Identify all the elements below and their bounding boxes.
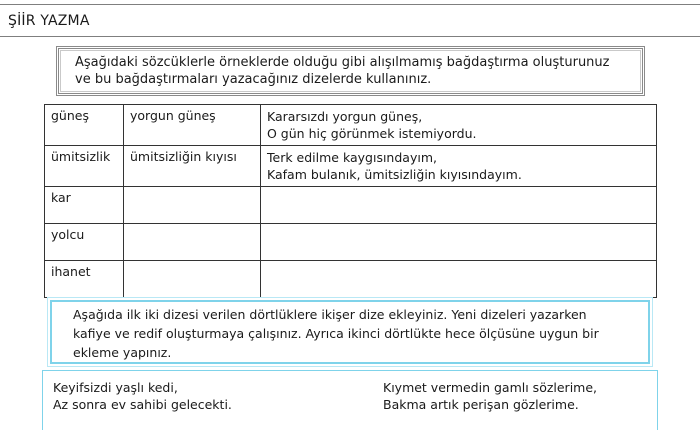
quatrain-1-line-2: Az sonra ev sahibi gelecekti.	[53, 397, 232, 412]
verse-line-1: Terk edilme kaygısındayım,	[267, 150, 437, 165]
phrase-cell-empty[interactable]	[124, 224, 261, 261]
word-cell: güneş	[45, 105, 124, 146]
instruction-box-1	[56, 46, 645, 96]
word-cell: ihanet	[45, 261, 124, 298]
quatrain-2-line-1: Kıymet vermedin gamlı sözlerime,	[383, 380, 598, 395]
verse-cell	[261, 105, 657, 146]
page-title: ŞİİR YAZMA	[8, 13, 90, 29]
phrase-cell-empty[interactable]	[124, 261, 261, 298]
instruction-1-text	[75, 54, 640, 88]
verse-line-1: Kararsızdı yorgun güneş,	[267, 109, 423, 124]
table-row	[45, 261, 657, 298]
phrase-cell: yorgun güneş	[124, 105, 261, 146]
verse-cell-empty[interactable]	[261, 261, 657, 298]
instruction-2-line-1: Aşağıda ilk iki dizesi verilen dörtlüklere ikişer dize ekleyiniz. Yeni dizeleri yazarken	[73, 307, 587, 322]
quatrain-1	[53, 379, 232, 413]
instruction-2-text	[73, 305, 643, 362]
quatrain-1-line-1: Keyifsizdi yaşlı kedi,	[53, 380, 178, 395]
table-row	[45, 146, 657, 187]
word-table	[44, 104, 657, 298]
word-cell: ümitsizlik	[45, 146, 124, 187]
verse-line-2: O gün hiç görünmek istemiyordu.	[267, 126, 477, 141]
phrase-cell-empty[interactable]	[124, 187, 261, 224]
verse-cell-empty[interactable]	[261, 187, 657, 224]
table-row	[45, 224, 657, 261]
poem-box	[42, 370, 658, 430]
word-cell: kar	[45, 187, 124, 224]
quatrain-2	[383, 379, 597, 413]
instruction-1-line-2: ve bu bağdaştırmaları yazacağınız dizelerde kullanınız.	[75, 72, 432, 87]
phrase-cell: ümitsizliğin kıyısı	[124, 146, 261, 187]
instruction-2-line-2: kafiye ve redif oluşturmaya çalışınız. Ayrıca ikinci dörtlükte hece ölçüsüne uygun bir	[73, 326, 599, 341]
instruction-box-2	[50, 300, 650, 364]
top-rule	[0, 4, 700, 5]
word-cell: yolcu	[45, 224, 124, 261]
verse-line-2: Kafam bulanık, ümitsizliğin kıyısındayım.	[267, 167, 522, 182]
quatrain-2-line-2: Bakma artık perişan gözlerime.	[383, 397, 579, 412]
title-rule	[0, 36, 700, 37]
instruction-2-line-3: ekleme yapınız.	[73, 345, 172, 360]
verse-cell-empty[interactable]	[261, 224, 657, 261]
instruction-1-line-1: Aşağıdaki sözcüklerle örneklerde olduğu gibi alışılmamış bağdaştırma oluşturunuz	[75, 55, 610, 70]
table-row	[45, 187, 657, 224]
verse-cell	[261, 146, 657, 187]
table-row	[45, 105, 657, 146]
